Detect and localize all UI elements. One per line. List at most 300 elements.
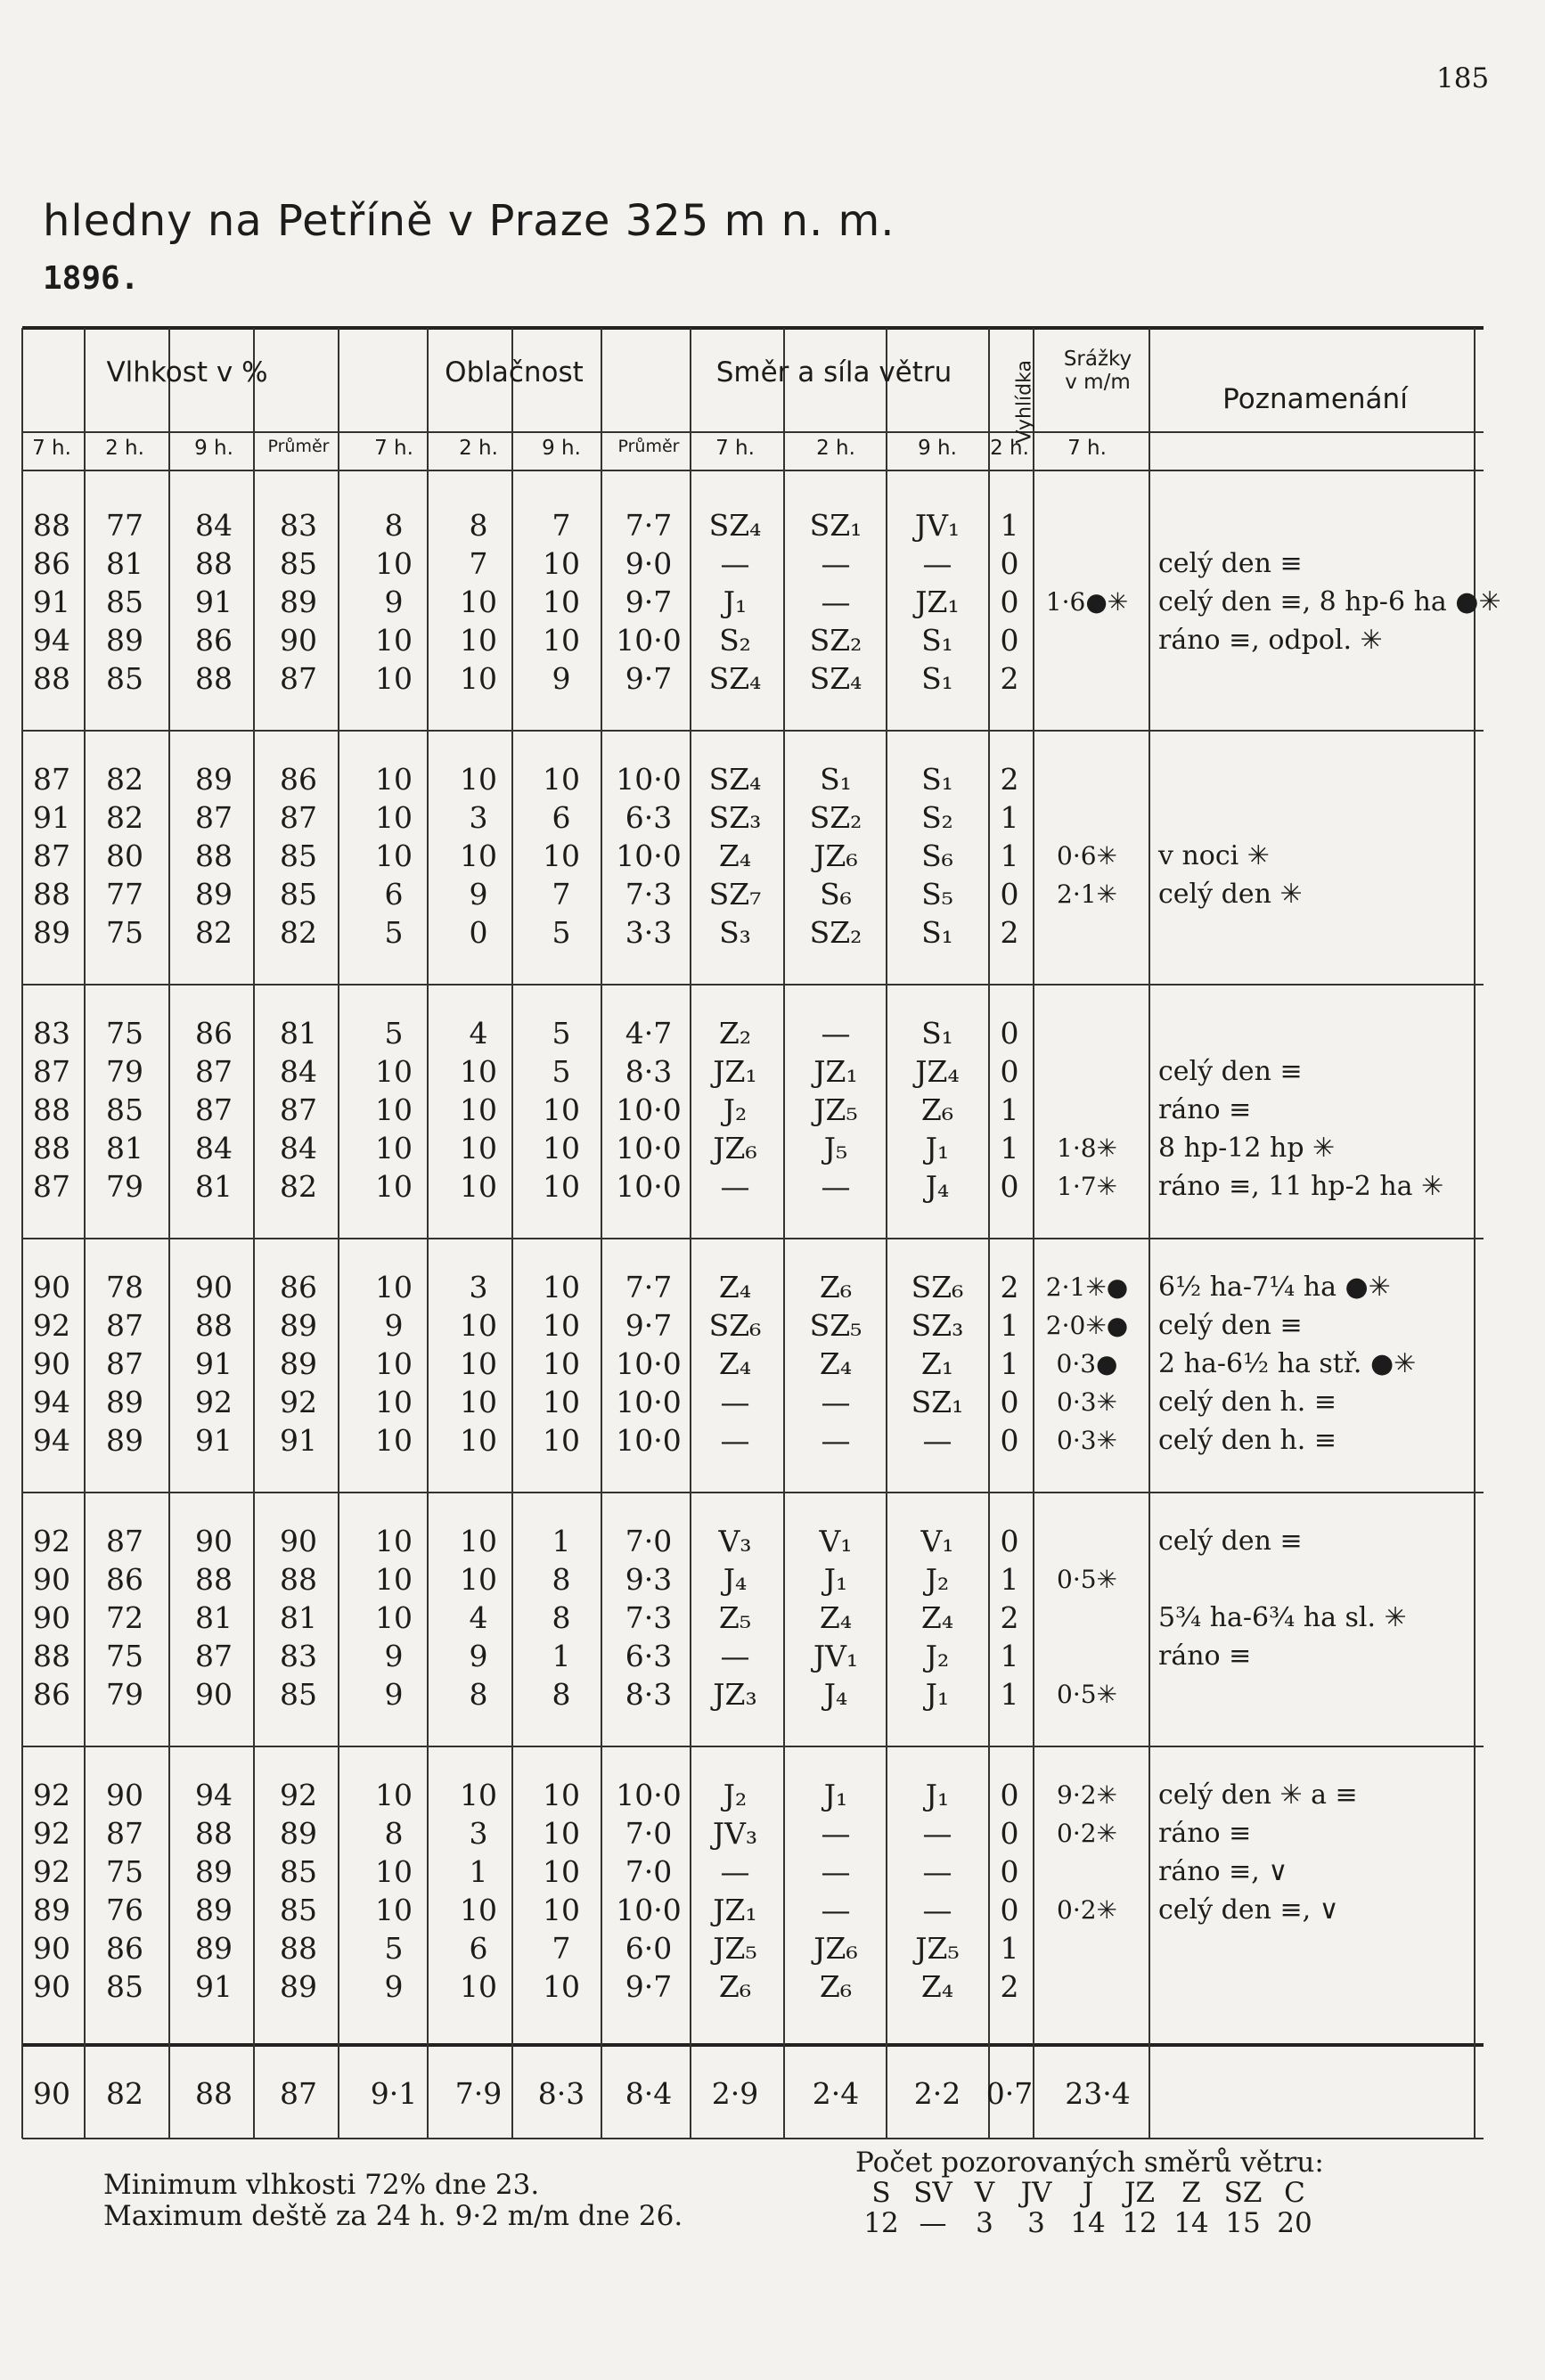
cell-11: 2 bbox=[1000, 915, 1019, 950]
summary-cell-3: 87 bbox=[280, 2076, 317, 2111]
cell-8: JZ₁ bbox=[713, 1893, 757, 1927]
cell-3: 87 bbox=[280, 800, 317, 835]
cell-7: 6·3 bbox=[625, 1639, 673, 1673]
wind-dir-7: SZ bbox=[1223, 2177, 1263, 2209]
cell-11: 2 bbox=[1000, 762, 1019, 797]
cell-8: SZ₄ bbox=[708, 661, 762, 696]
cell-0: 94 bbox=[33, 623, 70, 658]
cell-3: 91 bbox=[280, 1423, 317, 1458]
cell-12: 0·6✳ bbox=[1057, 841, 1117, 871]
cell-9: S₁ bbox=[820, 762, 852, 797]
cell-6: 5 bbox=[552, 915, 571, 950]
cell-8: JZ₆ bbox=[713, 1131, 757, 1165]
cell-9: J₁ bbox=[823, 1778, 848, 1812]
cell-8: — bbox=[720, 1423, 750, 1458]
cell-10: Z₁ bbox=[920, 1346, 954, 1381]
cell-10: Z₄ bbox=[920, 1600, 954, 1635]
cell-5: 10 bbox=[460, 1346, 497, 1381]
cell-10: J₁ bbox=[925, 1131, 950, 1165]
wind-dir-5: JZ bbox=[1124, 2177, 1155, 2209]
cell-3: 81 bbox=[280, 1016, 317, 1051]
cell-5: 4 bbox=[469, 1600, 488, 1635]
wind-val-0: 12 bbox=[863, 2207, 899, 2239]
cell-12: 1·8✳ bbox=[1057, 1133, 1117, 1163]
cell-13: 6½ ha-7¼ ha ●✳ bbox=[1158, 1272, 1391, 1303]
cell-10: — bbox=[922, 1893, 952, 1927]
cell-2: 91 bbox=[195, 1346, 233, 1381]
cell-7: 6·3 bbox=[625, 800, 673, 835]
cell-4: 6 bbox=[384, 877, 404, 912]
cell-3: 85 bbox=[280, 838, 317, 873]
cell-4: 10 bbox=[375, 1131, 413, 1165]
cell-2: 91 bbox=[195, 585, 233, 619]
cell-8: JZ₁ bbox=[713, 1054, 757, 1089]
cell-0: 87 bbox=[33, 1054, 70, 1089]
cell-3: 85 bbox=[280, 1677, 317, 1712]
cell-8: Z₄ bbox=[718, 1346, 752, 1381]
cell-10: SZ₁ bbox=[911, 1385, 964, 1419]
cell-13: ráno ≡ bbox=[1158, 1640, 1252, 1672]
cell-5: 10 bbox=[460, 1524, 497, 1558]
header-notes: Poznamenání bbox=[1222, 383, 1408, 415]
cell-9: Z₄ bbox=[819, 1600, 853, 1635]
cell-6: 10 bbox=[543, 1131, 580, 1165]
year: 1896. bbox=[43, 260, 140, 297]
cell-0: 91 bbox=[33, 585, 70, 619]
footer-max: Maximum deště za 24 h. 9·2 m/m dne 26. bbox=[103, 2200, 683, 2232]
cell-2: 92 bbox=[195, 1385, 233, 1419]
page-number: 185 bbox=[1436, 62, 1490, 94]
cell-5: 10 bbox=[460, 1169, 497, 1204]
wind-dir-6: Z bbox=[1181, 2177, 1201, 2209]
cell-9: Z₆ bbox=[819, 1969, 853, 2004]
cell-8: SZ₃ bbox=[708, 800, 762, 835]
cell-2: 86 bbox=[195, 623, 233, 658]
cell-3: 82 bbox=[280, 915, 317, 950]
cell-0: 94 bbox=[33, 1385, 70, 1419]
cell-9: — bbox=[821, 1854, 851, 1889]
cell-10: Z₄ bbox=[920, 1969, 954, 2004]
cell-0: 86 bbox=[33, 1677, 70, 1712]
cell-7: 8·3 bbox=[625, 1677, 673, 1712]
cell-7: 9·7 bbox=[625, 661, 673, 696]
cell-5: 10 bbox=[460, 1423, 497, 1458]
cell-6: 10 bbox=[543, 1092, 580, 1127]
cell-9: — bbox=[821, 546, 851, 581]
cell-10: J₁ bbox=[925, 1677, 950, 1712]
cell-10: S₂ bbox=[921, 800, 953, 835]
cell-0: 88 bbox=[33, 877, 70, 912]
wind-val-2: 3 bbox=[976, 2207, 993, 2239]
cell-10: — bbox=[922, 1423, 952, 1458]
cell-3: 87 bbox=[280, 661, 317, 696]
cell-3: 89 bbox=[280, 585, 317, 619]
subheader-1: 2 h. bbox=[105, 437, 144, 460]
cell-5: 8 bbox=[469, 508, 488, 543]
cell-4: 9 bbox=[384, 1308, 404, 1343]
header-visibility: Vyhlídka bbox=[1013, 360, 1036, 444]
cell-9: — bbox=[821, 1169, 851, 1204]
cell-0: 88 bbox=[33, 508, 70, 543]
cell-2: 86 bbox=[195, 1016, 233, 1051]
cell-9: — bbox=[821, 1816, 851, 1851]
cell-10: — bbox=[922, 1816, 952, 1851]
cell-13: celý den ≡ bbox=[1158, 1056, 1303, 1087]
cell-2: 89 bbox=[195, 1931, 233, 1966]
cell-1: 87 bbox=[106, 1816, 143, 1851]
wind-val-6: 14 bbox=[1173, 2207, 1209, 2239]
cell-12: 0·2✳ bbox=[1057, 1895, 1117, 1925]
cell-4: 10 bbox=[375, 1893, 413, 1927]
cell-2: 81 bbox=[195, 1600, 233, 1635]
cell-4: 10 bbox=[375, 1169, 413, 1204]
cell-9: J₅ bbox=[823, 1131, 848, 1165]
cell-11: 2 bbox=[1000, 661, 1019, 696]
cell-6: 10 bbox=[543, 1778, 580, 1812]
header-wind: Směr a síla větru bbox=[715, 356, 952, 388]
cell-12: 0·5✳ bbox=[1057, 1565, 1117, 1594]
cell-3: 92 bbox=[280, 1778, 317, 1812]
wind-dir-0: S bbox=[871, 2177, 891, 2209]
cell-4: 9 bbox=[384, 1639, 404, 1673]
cell-7: 7·7 bbox=[625, 508, 673, 543]
cell-9: SZ₂ bbox=[809, 623, 862, 658]
cell-4: 10 bbox=[375, 1600, 413, 1635]
cell-11: 1 bbox=[1000, 1562, 1019, 1597]
cell-6: 8 bbox=[552, 1677, 571, 1712]
subheader-8: 7 h. bbox=[715, 437, 755, 460]
cell-1: 77 bbox=[106, 508, 143, 543]
cell-6: 1 bbox=[552, 1639, 571, 1673]
cell-3: 89 bbox=[280, 1816, 317, 1851]
cell-11: 2 bbox=[1000, 1270, 1019, 1305]
cell-7: 9·7 bbox=[625, 1308, 673, 1343]
cell-0: 92 bbox=[33, 1816, 70, 1851]
cell-9: S₆ bbox=[820, 877, 852, 912]
cell-0: 87 bbox=[33, 838, 70, 873]
cell-8: JZ₅ bbox=[713, 1931, 757, 1966]
cell-12: 2·1✳● bbox=[1045, 1272, 1129, 1302]
header-cloudiness: Oblačnost bbox=[445, 356, 584, 388]
cell-11: 1 bbox=[1000, 1346, 1019, 1381]
cell-8: J₄ bbox=[723, 1562, 748, 1597]
cell-11: 1 bbox=[1000, 1092, 1019, 1127]
cell-0: 89 bbox=[33, 1893, 70, 1927]
cell-13: 8 hp-12 hp ✳ bbox=[1158, 1133, 1336, 1164]
cell-4: 10 bbox=[375, 1054, 413, 1089]
cell-6: 7 bbox=[552, 508, 571, 543]
wind-dir-8: C bbox=[1284, 2177, 1305, 2209]
cell-4: 10 bbox=[375, 623, 413, 658]
cell-7: 10·0 bbox=[616, 1385, 682, 1419]
cell-4: 10 bbox=[375, 1346, 413, 1381]
cell-7: 10·0 bbox=[616, 1131, 682, 1165]
cell-8: JZ₃ bbox=[713, 1677, 757, 1712]
cell-7: 10·0 bbox=[616, 838, 682, 873]
cell-1: 80 bbox=[106, 838, 143, 873]
cell-5: 10 bbox=[460, 1778, 497, 1812]
cell-0: 90 bbox=[33, 1969, 70, 2004]
cell-1: 82 bbox=[106, 762, 143, 797]
cell-0: 87 bbox=[33, 762, 70, 797]
cell-12: 2·1✳ bbox=[1057, 879, 1117, 909]
cell-7: 7·3 bbox=[625, 1600, 673, 1635]
cell-4: 5 bbox=[384, 1016, 404, 1051]
wind-val-1: — bbox=[919, 2207, 947, 2239]
subheader-5: 2 h. bbox=[459, 437, 498, 460]
cell-11: 1 bbox=[1000, 800, 1019, 835]
summary-cell-8: 2·9 bbox=[711, 2076, 759, 2111]
cell-2: 84 bbox=[195, 1131, 233, 1165]
cell-7: 10·0 bbox=[616, 1169, 682, 1204]
cell-10: V₁ bbox=[920, 1524, 954, 1558]
cell-2: 84 bbox=[195, 508, 233, 543]
footer-min: Minimum vlhkosti 72% dne 23. bbox=[103, 2169, 540, 2201]
cell-13: ráno ≡ bbox=[1158, 1818, 1252, 1849]
cell-1: 85 bbox=[106, 1092, 143, 1127]
cell-3: 89 bbox=[280, 1346, 317, 1381]
cell-0: 88 bbox=[33, 1131, 70, 1165]
cell-8: J₂ bbox=[723, 1778, 748, 1812]
summary-cell-12: 23·4 bbox=[1065, 2076, 1131, 2111]
cell-1: 85 bbox=[106, 661, 143, 696]
cell-0: 89 bbox=[33, 915, 70, 950]
wind-val-3: 3 bbox=[1027, 2207, 1045, 2239]
cell-4: 5 bbox=[384, 915, 404, 950]
cell-6: 10 bbox=[543, 762, 580, 797]
cell-8: — bbox=[720, 1639, 750, 1673]
summary-cell-6: 8·3 bbox=[537, 2076, 585, 2111]
cell-5: 10 bbox=[460, 838, 497, 873]
cell-1: 75 bbox=[106, 1016, 143, 1051]
summary-cell-9: 2·4 bbox=[812, 2076, 860, 2111]
cell-5: 7 bbox=[469, 546, 488, 581]
cell-1: 78 bbox=[106, 1270, 143, 1305]
cell-0: 87 bbox=[33, 1169, 70, 1204]
wind-counts-title: Počet pozorovaných směrů větru: bbox=[855, 2147, 1324, 2179]
cell-1: 77 bbox=[106, 877, 143, 912]
cell-5: 3 bbox=[469, 1816, 488, 1851]
cell-2: 87 bbox=[195, 800, 233, 835]
cell-3: 86 bbox=[280, 1270, 317, 1305]
cell-5: 3 bbox=[469, 800, 488, 835]
cell-0: 90 bbox=[33, 1346, 70, 1381]
cell-2: 89 bbox=[195, 1893, 233, 1927]
cell-8: Z₆ bbox=[718, 1969, 752, 2004]
cell-13: celý den ≡ bbox=[1158, 548, 1303, 579]
cell-6: 6 bbox=[552, 800, 571, 835]
cell-1: 82 bbox=[106, 800, 143, 835]
cell-6: 10 bbox=[543, 1816, 580, 1851]
cell-11: 0 bbox=[1000, 877, 1019, 912]
cell-7: 9·0 bbox=[625, 546, 673, 581]
cell-1: 75 bbox=[106, 915, 143, 950]
cell-11: 1 bbox=[1000, 1931, 1019, 1966]
cell-7: 7·7 bbox=[625, 1270, 673, 1305]
cell-8: V₃ bbox=[718, 1524, 752, 1558]
cell-1: 75 bbox=[106, 1639, 143, 1673]
cell-3: 83 bbox=[280, 508, 317, 543]
cell-6: 8 bbox=[552, 1600, 571, 1635]
cell-1: 79 bbox=[106, 1677, 143, 1712]
cell-4: 9 bbox=[384, 585, 404, 619]
cell-6: 10 bbox=[543, 1969, 580, 2004]
cell-7: 3·3 bbox=[625, 915, 673, 950]
cell-13: celý den ≡ bbox=[1158, 1310, 1303, 1341]
cell-3: 81 bbox=[280, 1600, 317, 1635]
cell-11: 1 bbox=[1000, 508, 1019, 543]
cell-3: 86 bbox=[280, 762, 317, 797]
cell-5: 1 bbox=[469, 1854, 488, 1889]
cell-6: 5 bbox=[552, 1016, 571, 1051]
cell-9: — bbox=[821, 1016, 851, 1051]
cell-6: 10 bbox=[543, 1893, 580, 1927]
cell-5: 10 bbox=[460, 1054, 497, 1089]
cell-5: 10 bbox=[460, 1969, 497, 2004]
cell-8: SZ₆ bbox=[708, 1308, 762, 1343]
cell-10: SZ₆ bbox=[911, 1270, 964, 1305]
cell-2: 88 bbox=[195, 838, 233, 873]
cell-2: 88 bbox=[195, 1308, 233, 1343]
cell-9: — bbox=[821, 1893, 851, 1927]
cell-12: 0·2✳ bbox=[1057, 1819, 1117, 1848]
cell-5: 10 bbox=[460, 1131, 497, 1165]
cell-13: 2 ha-6½ ha stř. ●✳ bbox=[1158, 1348, 1417, 1379]
cell-11: 2 bbox=[1000, 1600, 1019, 1635]
cell-8: S₃ bbox=[719, 915, 751, 950]
wind-directions bbox=[855, 2178, 1324, 2208]
cell-6: 1 bbox=[552, 1524, 571, 1558]
cell-3: 84 bbox=[280, 1131, 317, 1165]
cell-5: 10 bbox=[460, 1562, 497, 1597]
subheader-4: 7 h. bbox=[374, 437, 413, 460]
cell-4: 10 bbox=[375, 1092, 413, 1127]
cell-7: 10·0 bbox=[616, 1423, 682, 1458]
cell-0: 90 bbox=[33, 1600, 70, 1635]
subheader-7: Průměr bbox=[617, 437, 680, 456]
cell-4: 10 bbox=[375, 1854, 413, 1889]
cell-5: 10 bbox=[460, 1308, 497, 1343]
cell-3: 85 bbox=[280, 1854, 317, 1889]
cell-2: 91 bbox=[195, 1423, 233, 1458]
cell-6: 5 bbox=[552, 1054, 571, 1089]
cell-13: celý den h. ≡ bbox=[1158, 1425, 1337, 1456]
cell-10: S₅ bbox=[921, 877, 953, 912]
cell-9: — bbox=[821, 585, 851, 619]
cell-12: 0·3✳ bbox=[1057, 1426, 1117, 1455]
cell-13: celý den ≡, 8 hp-6 ha ●✳ bbox=[1158, 586, 1501, 617]
cell-10: S₆ bbox=[921, 838, 953, 873]
cell-9: JZ₆ bbox=[813, 838, 858, 873]
cell-2: 90 bbox=[195, 1270, 233, 1305]
cell-11: 0 bbox=[1000, 546, 1019, 581]
page-title: hledny na Petříně v Praze 325 m n. m. bbox=[43, 196, 895, 246]
cell-5: 9 bbox=[469, 877, 488, 912]
cell-3: 82 bbox=[280, 1169, 317, 1204]
cell-12: 1·6●✳ bbox=[1045, 587, 1129, 617]
cell-2: 81 bbox=[195, 1169, 233, 1204]
cell-5: 10 bbox=[460, 762, 497, 797]
cell-3: 90 bbox=[280, 623, 317, 658]
cell-8: J₁ bbox=[723, 585, 748, 619]
cell-1: 85 bbox=[106, 1969, 143, 2004]
cell-9: JZ₆ bbox=[813, 1931, 858, 1966]
cell-9: J₄ bbox=[823, 1677, 848, 1712]
cell-10: — bbox=[922, 546, 952, 581]
cell-5: 10 bbox=[460, 623, 497, 658]
cell-4: 10 bbox=[375, 661, 413, 696]
cell-5: 10 bbox=[460, 585, 497, 619]
cell-8: S₂ bbox=[719, 623, 751, 658]
cell-1: 89 bbox=[106, 1385, 143, 1419]
cell-10: J₄ bbox=[925, 1169, 950, 1204]
cell-6: 10 bbox=[543, 1385, 580, 1419]
cell-0: 94 bbox=[33, 1423, 70, 1458]
subheader-9: 2 h. bbox=[816, 437, 855, 460]
cell-0: 88 bbox=[33, 1639, 70, 1673]
cell-1: 81 bbox=[106, 546, 143, 581]
cell-2: 88 bbox=[195, 661, 233, 696]
cell-1: 89 bbox=[106, 1423, 143, 1458]
cell-4: 9 bbox=[384, 1677, 404, 1712]
cell-8: Z₄ bbox=[718, 1270, 752, 1305]
cell-1: 87 bbox=[106, 1308, 143, 1343]
cell-11: 1 bbox=[1000, 1677, 1019, 1712]
cell-6: 10 bbox=[543, 1346, 580, 1381]
cell-3: 88 bbox=[280, 1562, 317, 1597]
cell-10: J₂ bbox=[925, 1562, 950, 1597]
cell-6: 10 bbox=[543, 1423, 580, 1458]
cell-10: Z₆ bbox=[920, 1092, 954, 1127]
cell-8: — bbox=[720, 1169, 750, 1204]
cell-6: 10 bbox=[543, 1854, 580, 1889]
wind-val-4: 14 bbox=[1070, 2207, 1106, 2239]
cell-4: 10 bbox=[375, 1562, 413, 1597]
cell-5: 8 bbox=[469, 1677, 488, 1712]
cell-4: 10 bbox=[375, 546, 413, 581]
wind-values bbox=[855, 2208, 1324, 2238]
summary-cell-11: 0·7 bbox=[985, 2076, 1034, 2111]
cell-9: SZ₂ bbox=[809, 915, 862, 950]
cell-4: 9 bbox=[384, 1969, 404, 2004]
summary-cell-5: 7·9 bbox=[454, 2076, 503, 2111]
cell-4: 10 bbox=[375, 1270, 413, 1305]
cell-1: 75 bbox=[106, 1854, 143, 1889]
cell-0: 88 bbox=[33, 661, 70, 696]
subheader-3: Průměr bbox=[267, 437, 330, 456]
cell-11: 0 bbox=[1000, 1854, 1019, 1889]
cell-9: JV₁ bbox=[813, 1639, 859, 1673]
cell-4: 10 bbox=[375, 1778, 413, 1812]
subheader-6: 9 h. bbox=[542, 437, 581, 460]
cell-11: 0 bbox=[1000, 1054, 1019, 1089]
cell-7: 7·0 bbox=[625, 1816, 673, 1851]
cell-4: 8 bbox=[384, 508, 404, 543]
cell-0: 92 bbox=[33, 1854, 70, 1889]
cell-1: 81 bbox=[106, 1131, 143, 1165]
cell-10: S₁ bbox=[921, 762, 953, 797]
cell-13: celý den h. ≡ bbox=[1158, 1386, 1337, 1418]
cell-12: 0·3✳ bbox=[1057, 1387, 1117, 1417]
cell-8: — bbox=[720, 1385, 750, 1419]
cell-10: SZ₃ bbox=[911, 1308, 964, 1343]
cell-2: 89 bbox=[195, 877, 233, 912]
cell-12: 9·2✳ bbox=[1057, 1780, 1117, 1810]
cell-3: 87 bbox=[280, 1092, 317, 1127]
cell-9: V₁ bbox=[819, 1524, 853, 1558]
cell-0: 92 bbox=[33, 1524, 70, 1558]
cell-4: 10 bbox=[375, 1385, 413, 1419]
